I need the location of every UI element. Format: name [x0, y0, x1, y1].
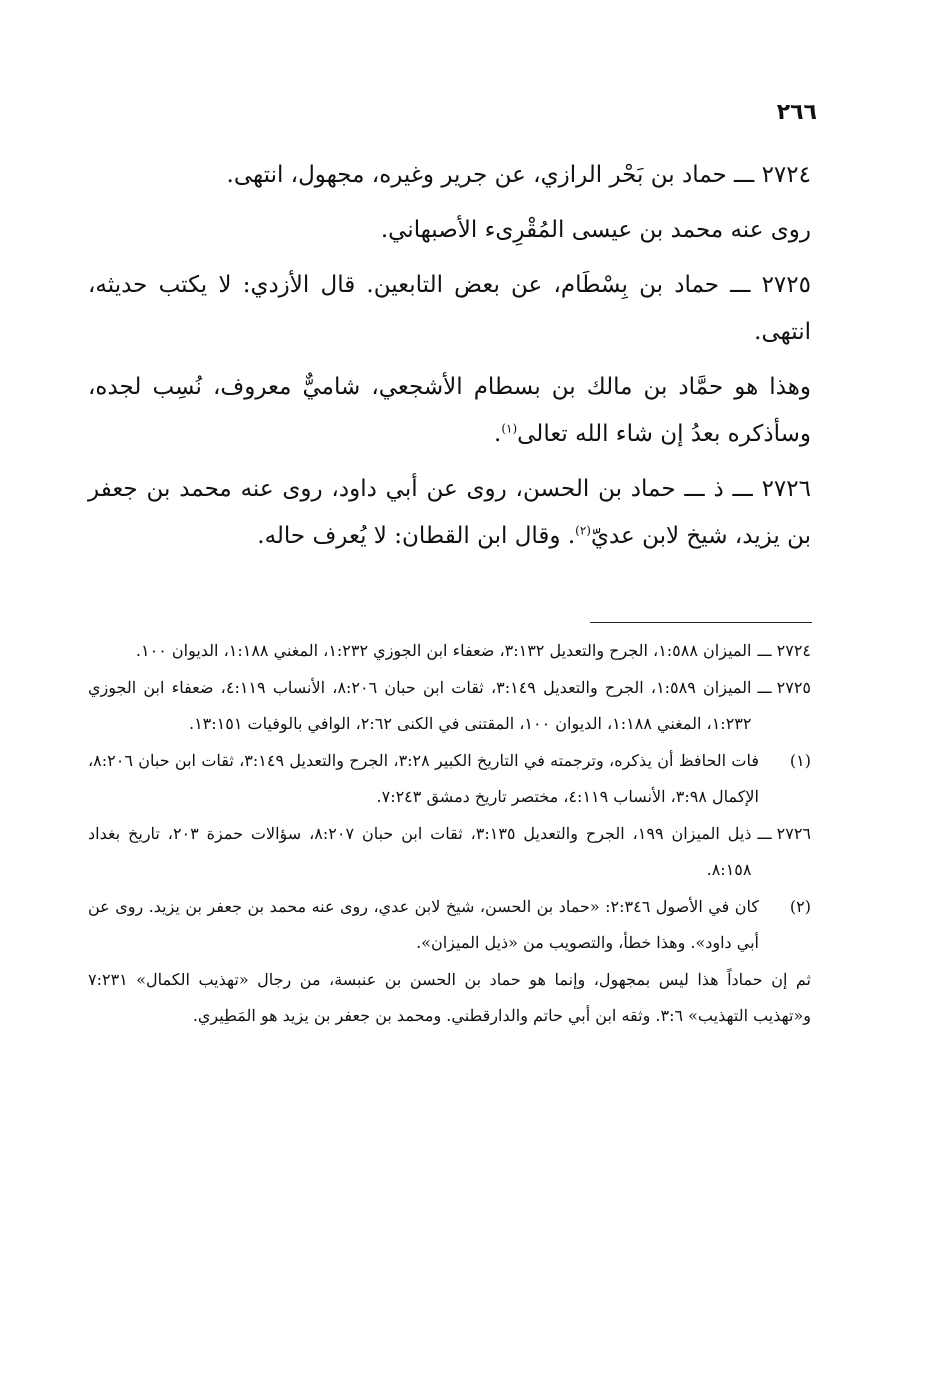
page-number: ٢٦٦: [776, 100, 817, 125]
entry-text: حماد بن بَحْر الرازي، عن جرير وغيره، مجهول، انتهى.: [226, 162, 727, 188]
continuation-text: وهذا هو حمَّاد بن مالك بن بسطام الأشجعي، شاميٌّ معروف، نُسِب لجده، وسأذكره بعدُ إن شاء الله تعالى: [88, 374, 811, 447]
entry-2724: [88, 152, 811, 199]
source-note-text: الميزان ١:٥٨٩، الجرح والتعديل ٣:١٤٩، ثقات ابن حبان ٨:٢٠٦، الأنساب ٤:١١٩، ضعفاء ابن الجوزي ١:٢٣٢، المغني ١:١٨٨، الديوان ١٠٠، المقتنى في الكنى ٢:٦٢، الوافي بالوفيات ١٣:١٥١.: [88, 677, 752, 733]
entry-text: حماد بن الحسن، روى عن أبي داود، روى عنه محمد بن جعفر بن يزيد، شيخ لابن عديّ: [88, 476, 811, 549]
source-note-text: الميزان ١:٥٨٨، الجرح والتعديل ٣:١٣٢، ضعفاء ابن الجوزي ١:٢٣٢، المغني ١:١٨٨، الديوان ١٠٠.: [135, 641, 752, 660]
continuation-end: .: [494, 421, 502, 447]
source-note-2726: [88, 816, 811, 889]
source-note-2725: [88, 670, 811, 743]
footnote-ref-1: (١): [501, 421, 518, 436]
footnote-1: [88, 743, 811, 816]
entry-text: حماد بن بِسْطَام، عن بعض التابعين. قال الأزدي: لا يكتب حديثه، انتهى.: [88, 272, 811, 345]
entry-dash: ـــ: [732, 476, 753, 502]
footnote-text: كان في الأصول ٢:٣٤٦: «حماد بن الحسن، شيخ لابن عدي، روى عنه محمد بن جعفر بن يزيد. روى عن أبي داود». وهذا خطأ، والتصويب من «ذيل الميزان».: [88, 896, 760, 952]
source-note-tag: ٢٧٢٦ ـــ: [757, 823, 811, 843]
source-note-text: ذيل الميزان ١٩٩، الجرح والتعديل ٣:١٣٥، ثقات ابن حبان ٨:٢٠٧، سؤالات حمزة ٢٠٣، تاريخ بغداد ٨:١٥٨.: [88, 823, 752, 879]
entry-2726: [88, 466, 811, 560]
entry-number: ٢٧٢٦: [761, 476, 811, 502]
source-note-2724: [88, 633, 811, 670]
entry-text-end: . وقال ابن القطان: لا يُعرف حاله.: [257, 523, 576, 549]
footnote-tag: (١): [789, 750, 811, 770]
source-note-tag: ٢٧٢٤ ـــ: [757, 641, 811, 660]
entry-2724-continuation: روى عنه محمد بن عيسى المُقْرِىء الأصبهاني.: [380, 217, 811, 243]
footnote-text: فات الحافظ أن يذكره، وترجمته في التاريخ الكبير ٣:٢٨، الجرح والتعديل ٣:١٤٩، ثقات ابن حبان ٨:٢٠٦، الإكمال ٣:٩٨، الأنساب ٤:١١٩، مختصر تاريخ دمشق ٧:٢٤٣.: [88, 750, 759, 806]
footnote-ref-2: (٢): [575, 523, 591, 538]
footnotes: [88, 633, 811, 1035]
footnote-2: [88, 889, 811, 962]
entry-marker: ذ ـــ: [684, 476, 724, 502]
entry-dash: ـــ: [734, 162, 755, 188]
footnote-tag: (٢): [789, 896, 811, 916]
footnote-divider: [590, 622, 812, 623]
entry-number: ٢٧٢٤: [761, 162, 811, 188]
footnote-2-continuation: ثم إن حماداً هذا ليس بمجهول، وإنما هو حماد بن الحسن بن عنبسة، من رجال «تهذيب الكمال» ٧:٢٣١ و«تهذيب التهذيب» ٣:٦. وثقه ابن أبي حاتم والدارقطني. ومحمد بن جعفر بن يزيد هو المَطِيري.: [88, 969, 812, 1025]
entry-2725-continuation: [88, 364, 811, 458]
source-note-tag: ٢٧٢٥ ـــ: [757, 677, 811, 697]
entry-2725: [88, 262, 811, 356]
main-text: [88, 152, 811, 568]
entry-number: ٢٧٢٥: [761, 272, 811, 298]
entry-dash: ـــ: [730, 272, 751, 298]
